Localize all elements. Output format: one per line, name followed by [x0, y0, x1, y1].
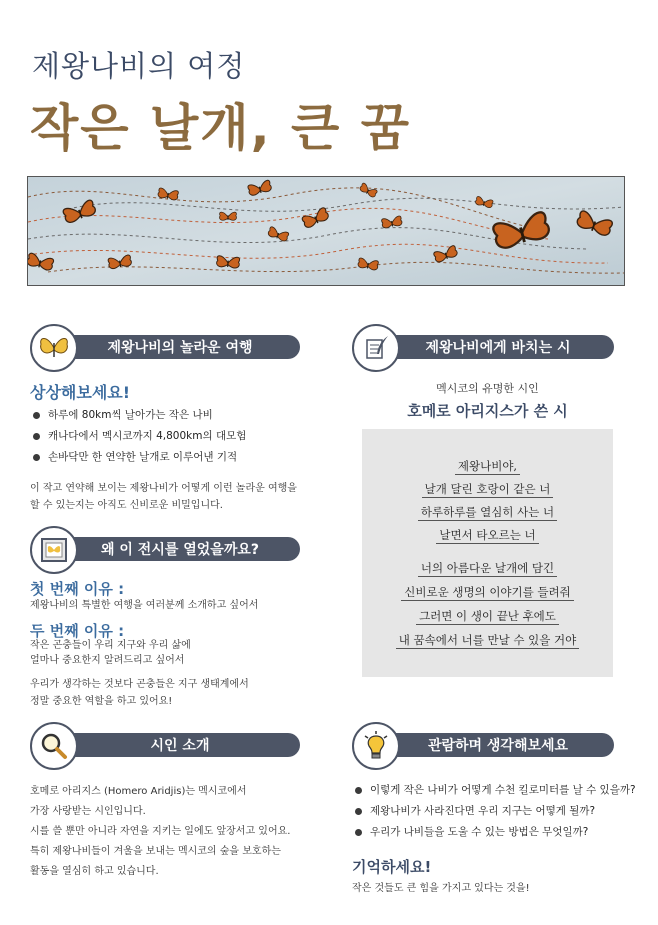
section-pill-poet: 시인 소개: [60, 733, 300, 757]
poem-line: 너의 아름다운 날개에 담긴: [362, 560, 613, 576]
reason2-text: 작은 곤충들이 우리 지구와 우리 삶에 얼마나 중요한지 알려드리고 싶어서: [30, 640, 191, 666]
subtitle: 제왕나비의 여정: [32, 49, 246, 83]
reason1-text: 제왕나비의 특별한 여행을 여러분께 소개하고 싶어서: [30, 600, 259, 611]
section-pill-poem: 제왕나비에게 바치는 시: [382, 335, 614, 359]
poem-box: [362, 429, 613, 677]
list-item: 하루에 80km씩 날아가는 작은 나비: [30, 405, 320, 426]
poem-line: 날개 달린 호랑이 같은 너: [362, 481, 613, 497]
section2-paragraph: 우리가 생각하는 것보다 곤충들은 지구 생태계에서 정말 중요한 역할을 하고 있어요!: [30, 679, 249, 707]
lightbulb-icon: [352, 722, 400, 770]
section-pill-think: 관람하며 생각해보세요: [382, 733, 614, 757]
section5-bullets: [352, 780, 642, 843]
list-item: 제왕나비가 사라진다면 우리 지구는 어떻게 될까?: [352, 801, 642, 822]
section-pill-why: 왜 이 전시를 열었을까요?: [60, 537, 300, 561]
section-pill-journey: 제왕나비의 놀라운 여행: [60, 335, 300, 359]
poem-caption: 멕시코의 유명한 시인: [436, 382, 539, 395]
list-item: 이렇게 작은 나비가 어떻게 수천 킬로미터를 날 수 있을까?: [352, 780, 642, 801]
magnifier-icon: [30, 722, 78, 770]
scroll-quill-icon: [352, 324, 400, 372]
poem-line: 그러면 이 생이 끝난 후에도: [362, 608, 613, 624]
list-item: 손바닥만 한 연약한 날개로 이루어낸 기적: [30, 447, 320, 468]
poem-line: 하루하루를 열심히 사는 너: [362, 504, 613, 520]
remember-heading: 기억하세요!: [352, 858, 432, 876]
section1-paragraph: 이 작고 연약해 보이는 제왕나비가 어떻게 이런 놀라운 여행을 할 수 있는지는 아직도 신비로운 비밀입니다.: [30, 483, 297, 511]
butterfly-banner: [27, 176, 625, 286]
reason2-title: 두 번째 이유 :: [30, 622, 125, 640]
poem-line: 제왕나비야,: [362, 458, 613, 474]
poem-line: 내 꿈속에서 너를 만날 수 있을 거야: [362, 632, 613, 648]
list-item: 캐나다에서 멕시코까지 4,800km의 대모험: [30, 426, 320, 447]
poem-line: 날면서 타오르는 너: [362, 527, 613, 543]
banner-illustration: [28, 177, 624, 285]
poet-bio: 호메로 아리지스 (Homero Aridjis)는 멕시코에서 가장 사랑받는 시인입니다. 시를 쓸 뿐만 아니라 자연을 지키는 일에도 앞장서고 있어요. 특히 제왕나비들이 겨울을 보내는 멕시코의 숲을 보호하는 활동을 열심히 하고 있습니다.: [30, 786, 291, 877]
reason1-title: 첫 번째 이유 :: [30, 580, 125, 598]
page-title: 작은 날개, 큰 꿈: [30, 99, 412, 157]
poem-line: 신비로운 생명의 이야기를 들려줘: [362, 584, 613, 600]
picture-frame-icon: [30, 526, 78, 574]
poem-author: 호메로 아리지스가 쓴 시: [407, 402, 568, 420]
section1-heading: 상상해보세요!: [30, 383, 131, 402]
list-item: 우리가 나비들을 도울 수 있는 방법은 무엇일까?: [352, 822, 642, 843]
section1-bullets: [30, 405, 320, 468]
butterfly-icon: [30, 324, 78, 372]
remember-text: 작은 것들도 큰 힘을 가지고 있다는 것을!: [352, 883, 530, 894]
